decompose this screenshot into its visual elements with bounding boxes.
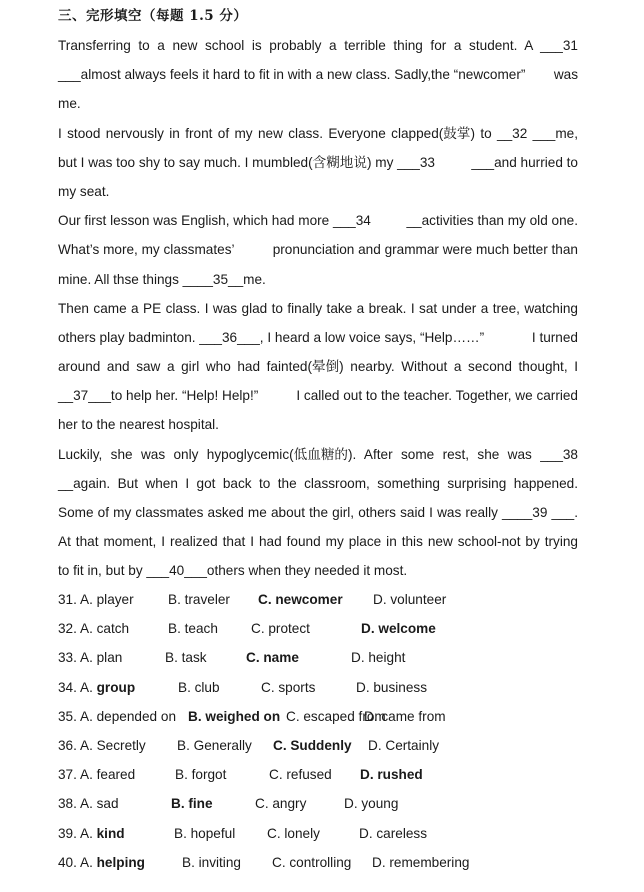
passage-text: around and saw a girl who had fainted(晕倒) nearby. Without a second thought, I (58, 359, 578, 375)
answer-option: D. welcome (361, 621, 436, 637)
passage-text: Luckily, she was only hypoglycemic(低血糖的). After some rest, she was ___38 (58, 446, 578, 462)
passage-text: to fit in, but by ___40___others when they needed it most. (58, 563, 408, 579)
passage-text: pronunciation and grammar were much better than (272, 242, 578, 258)
passage-line (58, 177, 578, 206)
option-row (58, 643, 618, 672)
passage-text: I stood nervously in front of my new class. Everyone clapped(鼓掌) to __32 ___me, (58, 125, 578, 141)
answer-option: A. plan (80, 650, 123, 666)
answer-option: B. task (165, 650, 207, 666)
passage-line (58, 235, 578, 264)
passage-text: Transferring to a new school is probably a terrible thing for a student. A ___31 (58, 38, 578, 53)
cloze-passage (58, 31, 578, 586)
answer-option: C. Suddenly (273, 737, 352, 753)
answer-option: B. forgot (175, 767, 227, 783)
answer-option: D. business (356, 679, 428, 695)
question-number: 31. (58, 592, 77, 607)
passage-text: mine. All thse things ____35__me. (58, 271, 266, 287)
question-number: 35. (58, 708, 77, 724)
answer-option: B. traveler (168, 592, 230, 607)
answer-option: C. escaped from (286, 708, 386, 724)
passage-line (58, 527, 578, 556)
answer-option: B. fine (171, 796, 213, 812)
passage-line (58, 410, 578, 439)
answer-options (58, 585, 618, 877)
question-number: 39. (58, 825, 77, 841)
option-row (58, 789, 618, 818)
passage-text: was (553, 67, 578, 83)
passage-line (58, 31, 578, 60)
option-row (58, 585, 618, 614)
passage-text: me. (58, 96, 81, 112)
answer-option: D. rushed (360, 767, 423, 783)
answer-option: D. came from (364, 708, 446, 724)
answer-option: C. lonely (267, 825, 320, 841)
passage-line (58, 440, 578, 469)
section-title: 三、完形填空（每题 1.5 分） (58, 8, 248, 24)
answer-option: A. kind (80, 825, 125, 841)
passage-text: Some of my classmates asked me about the girl, others said I was really ____39 ___. (58, 505, 578, 520)
passage-text: What’s more, my classmates’ (58, 242, 235, 258)
option-row (58, 848, 618, 877)
passage-text: Then came a PE class. I was glad to finally take a break. I sat under a tree, watching (58, 300, 578, 316)
question-number: 33. (58, 650, 77, 666)
question-number: 32. (58, 621, 77, 637)
answer-option: A. sad (80, 796, 119, 812)
answer-option: B. hopeful (174, 825, 236, 841)
passage-line (58, 60, 578, 89)
passage-text: others play badminton. ___36___, I heard a low voice says, “Help……” (58, 329, 485, 345)
answer-option: B. weighed on (188, 708, 281, 724)
answer-option: A. depended on (80, 708, 176, 724)
option-row (58, 614, 618, 643)
answer-option: D. careless (359, 825, 427, 841)
passage-text: At that moment, I realized that I had found my place in this new school-not by trying (58, 534, 578, 550)
question-number: 34. (58, 679, 77, 695)
answer-option: A. catch (80, 621, 130, 637)
answer-option: D. height (351, 650, 406, 666)
answer-option: A. player (80, 592, 134, 607)
passage-text: I called out to the teacher. Together, we carried (296, 388, 578, 404)
answer-option: B. inviting (182, 854, 241, 870)
passage-line (58, 265, 578, 294)
passage-text: ___and hurried to (471, 154, 578, 170)
answer-option: A. helping (80, 854, 145, 870)
option-row (58, 731, 618, 760)
answer-option: D. young (344, 796, 399, 812)
question-number: 36. (58, 737, 77, 753)
passage-line (58, 294, 578, 323)
answer-option: A. feared (80, 767, 136, 783)
answer-option: C. angry (255, 796, 307, 812)
answer-option: C. refused (269, 767, 332, 783)
option-row (58, 819, 618, 848)
passage-text: her to the nearest hospital. (58, 417, 219, 433)
passage-text: ___almost always feels it hard to fit in with a new class. Sadly,the “newcomer” (58, 67, 526, 83)
passage-line (58, 352, 578, 381)
passage-text: but I was too shy to say much. I mumbled(含糊地说) my ___33 (58, 154, 435, 170)
answer-option: A. group (80, 679, 136, 695)
answer-option: C. controlling (272, 854, 352, 870)
answer-option: C. protect (251, 621, 310, 637)
passage-line (58, 381, 578, 410)
passage-text: __activities than my old one. (406, 213, 578, 229)
answer-option: A. Secretly (80, 737, 146, 753)
answer-option: B. teach (168, 621, 218, 637)
option-row (58, 702, 618, 731)
answer-option: C. newcomer (258, 592, 343, 607)
answer-option: D. remembering (372, 854, 470, 870)
passage-text: __37___to help her. “Help! Help!” (58, 388, 259, 404)
question-number: 40. (58, 854, 77, 870)
answer-option: C. sports (261, 679, 316, 695)
answer-option: B. club (178, 679, 220, 695)
answer-option: C. name (246, 650, 299, 666)
passage-line (58, 89, 578, 118)
option-row (58, 760, 618, 789)
question-number: 37. (58, 767, 77, 783)
passage-text: __again. But when I got back to the classroom, something surprising happened. (58, 475, 578, 491)
passage-line (58, 498, 578, 527)
passage-text: I turned (531, 329, 578, 345)
passage-text: my seat. (58, 183, 110, 199)
question-number: 38. (58, 796, 77, 812)
passage-line (58, 469, 578, 498)
answer-option: B. Generally (177, 737, 252, 753)
answer-option: D. Certainly (368, 737, 440, 753)
passage-text: Our first lesson was English, which had more ___34 (58, 213, 371, 229)
passage-line (58, 323, 578, 352)
option-row (58, 673, 618, 702)
passage-line (58, 119, 578, 148)
passage-line (58, 206, 578, 235)
passage-line (58, 148, 578, 177)
answer-option: D. volunteer (373, 592, 447, 607)
passage-line (58, 556, 578, 585)
